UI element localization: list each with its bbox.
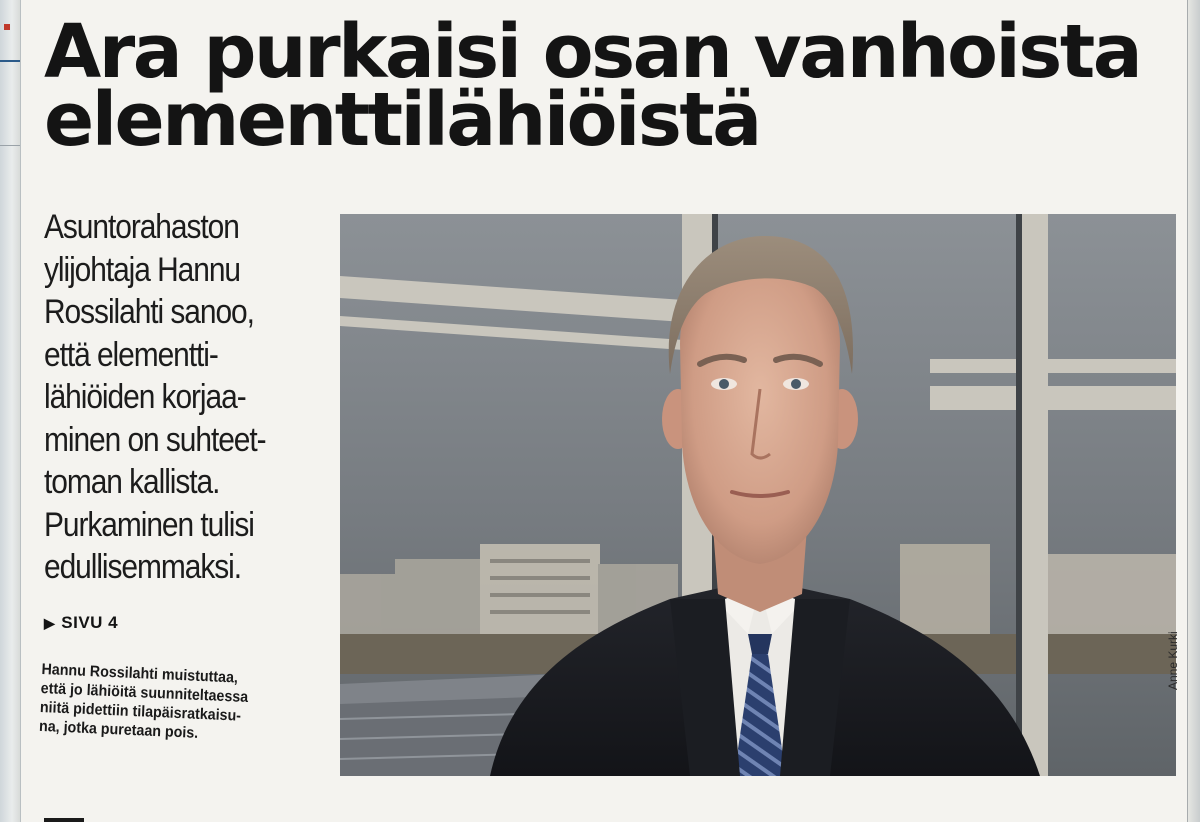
portrait-illustration	[340, 214, 1176, 776]
lead-line: Asuntorahaston	[44, 208, 239, 246]
lead-line: Purkaminen tulisi	[44, 505, 254, 544]
caption-line: että jo lähiöitä suunniteltaessa	[40, 679, 249, 707]
headline	[44, 9, 1194, 163]
caption-line: Hannu Rossilahti muistuttaa,	[41, 660, 239, 687]
page-reference	[44, 613, 118, 633]
headline-line: elementtilähiöistä	[44, 77, 760, 163]
lead-line: minen on suhteet-	[44, 420, 266, 459]
edge-rule	[0, 145, 20, 146]
headline-line: Ara purkaisi osan vanhoista	[44, 9, 1141, 95]
lead-line: toman kallista.	[44, 463, 220, 501]
lead-paragraph	[44, 206, 299, 589]
caption-line: niitä pidettiin tilapäisratkaisu-	[39, 698, 242, 725]
triangle-right-icon: ▶	[44, 615, 56, 631]
red-mark	[4, 24, 10, 30]
footer-rule	[44, 818, 84, 822]
caption-line: na, jotka puretaan pois.	[38, 717, 199, 742]
lead-line: lähiöiden korjaa-	[44, 378, 246, 416]
edge-rule	[0, 60, 20, 62]
lead-line: että elementti-	[44, 335, 218, 374]
photo-credit: Anne Kurki	[1166, 631, 1180, 690]
lead-line: edullisemmaksi.	[44, 548, 241, 586]
lead-line: Rossilahti sanoo,	[44, 293, 254, 331]
page-reference-label: SIVU 4	[61, 613, 119, 632]
photo-caption	[39, 660, 309, 748]
portrait-photo	[340, 214, 1176, 776]
previous-page-edge	[0, 0, 21, 822]
lead-line: ylijohtaja Hannu	[44, 250, 241, 289]
